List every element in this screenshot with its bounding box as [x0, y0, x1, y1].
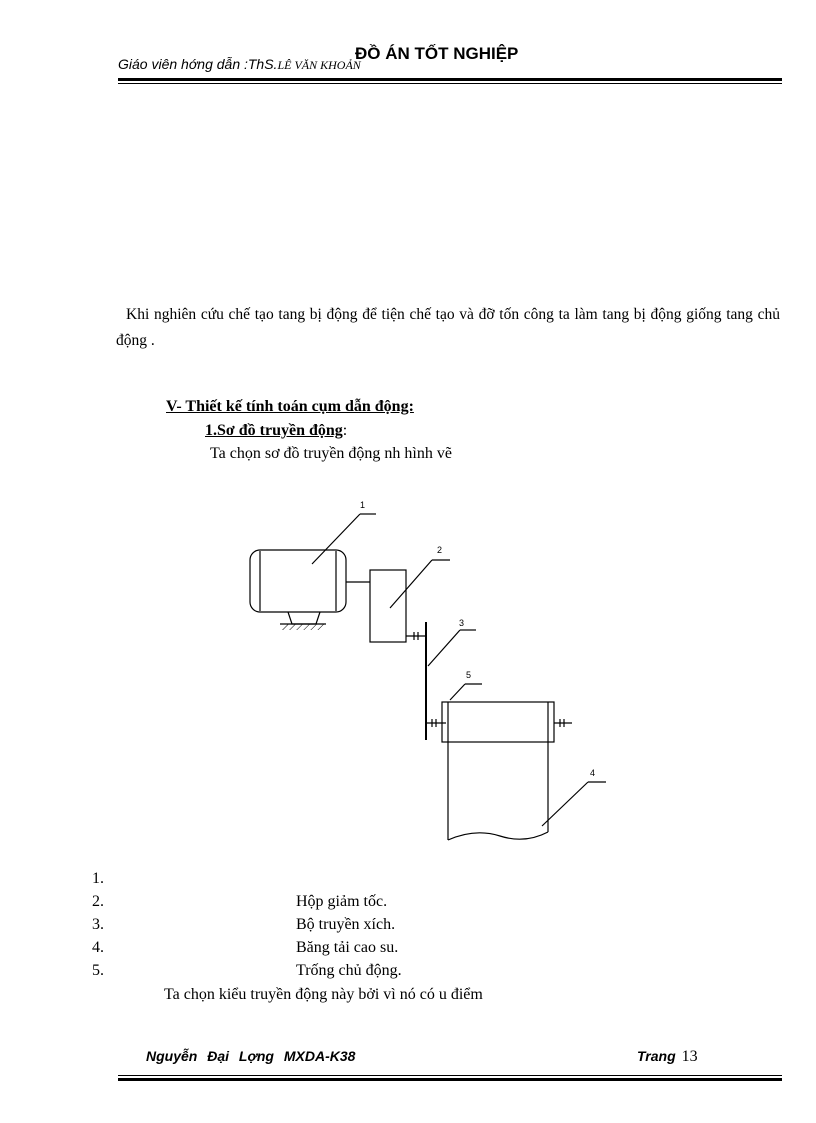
footer-author: Nguyễn Đại Lợng MXDA-K38 — [146, 1048, 356, 1064]
diagram-label-2: 2 — [437, 545, 443, 555]
list-item-text: Băng tải cao su. — [296, 939, 399, 956]
subheading-text: 1.Sơ đồ truyền động — [205, 422, 343, 439]
list-item-number: 2. — [92, 893, 104, 910]
gearbox — [370, 570, 406, 642]
footer-page-number: 13 — [681, 1048, 698, 1065]
leader-line-2 — [390, 560, 432, 608]
list-item-number: 5. — [92, 962, 104, 979]
diagram-label-1: 1 — [360, 500, 366, 510]
list-item-number: 3. — [92, 916, 104, 933]
header-supervisor-label: Giáo viên hớng dẫn :ThS. — [118, 56, 278, 72]
list-item-number: 1. — [92, 870, 104, 887]
leader-line-4 — [542, 782, 588, 826]
section-heading: V- Thiết kế tính toán cụm dẫn động: — [166, 398, 414, 415]
footer-page-label: Trang — [637, 1048, 676, 1064]
leader-line-5 — [450, 684, 465, 700]
list-item-text: Bộ truyền xích. — [296, 916, 396, 933]
list-item-text: Trống chủ động. — [296, 962, 402, 979]
motor-foot — [288, 612, 320, 624]
footer-page — [637, 1048, 698, 1066]
diagram-label-3: 3 — [459, 618, 465, 628]
list-item-text: Hộp giảm tốc. — [296, 893, 388, 910]
motor — [250, 550, 346, 612]
leader-line-3 — [428, 630, 460, 666]
footer-rule-thick — [118, 1078, 782, 1081]
list-item-number: 4. — [92, 939, 104, 956]
intro-paragraph: Khi nghiên cứu chế tạo tang bị động để tiện chế tạo và đỡ tốn công ta làm tang bị động giống tang chủ động . — [116, 306, 780, 349]
diagram-label-4: 4 — [590, 768, 596, 778]
belt-break-line — [448, 832, 548, 840]
motor-base-hatch — [282, 624, 324, 630]
header-title: ĐỒ ÁN TỐT NGHIỆP — [355, 44, 519, 63]
footer-rule-thin — [118, 1075, 782, 1076]
closing-sentence: Ta chọn kiểu truyền động này bởi vì nó có u điểm — [164, 986, 483, 1003]
diagram-label-5: 5 — [466, 670, 472, 680]
drive-drum — [442, 702, 554, 742]
subheading-suffix: : — [342, 422, 348, 439]
diagram-intro: Ta chọn sơ đồ truyền động nh hình vẽ — [210, 445, 452, 462]
header-supervisor-name: LÊ VĂN KHOẢN — [277, 58, 361, 72]
